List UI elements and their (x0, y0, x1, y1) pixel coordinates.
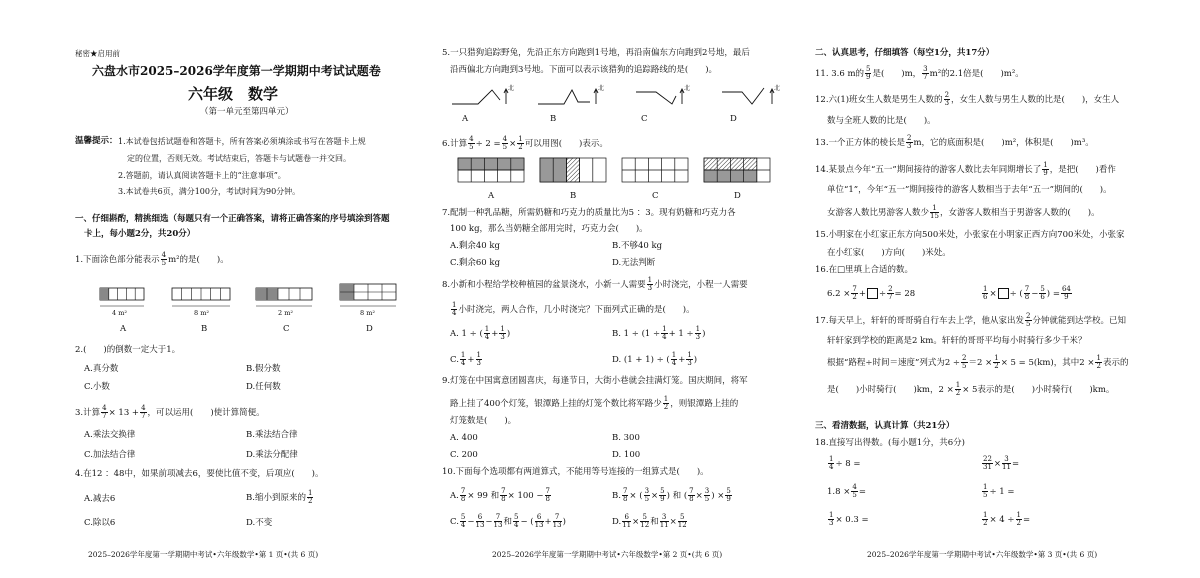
q9-text-3: 灯笼数是( )。 (450, 416, 517, 426)
q8-text-2: $\frac{1}{4}$ 小时浇完，两人合作，几小时浇完？下面列式正确的是( )。 (452, 301, 695, 317)
north-a: 北 (508, 85, 515, 92)
section1-title: 一、仔细斟酌，精挑细选（每题只有一个正确答案，请将正确答案的序号填涂到答题 (75, 214, 390, 224)
q16-eq-1: 6.2 × $\frac{7}{2}$ + ÷ $\frac{2}{7}$ = 28 (827, 285, 916, 301)
answer-box-1[interactable] (867, 288, 878, 299)
section2-title: 二、认真思考，仔细填答（每空1分，共17分） (815, 48, 995, 58)
q6-letter-a[interactable]: A (488, 191, 495, 201)
q10-option-a[interactable]: A. $\frac{7}{8}$ × 99 和 $\frac{7}{8}$ × 100 − $\frac{7}{8}$ (450, 487, 550, 503)
q6-letter-b[interactable]: B (570, 191, 577, 201)
q11-text: 11. 3.6 m的 $\frac{5}{9}$ 是( )m， $\frac{3}{7}$ m²的2.1倍是( )m²。 (815, 65, 1024, 81)
q8-text: 8.小新和小程给学校种植园的盆景浇水，小新一人需要 $\frac{1}{3}$ 小时浇完，小程一人需要 (442, 276, 748, 292)
q12-text: 12.六(1)班女生人数是男生人数的 $\frac{2}{3}$ ，女生人数与男生人数的比是( )，女生人 (815, 91, 1120, 107)
north-b: 北 (598, 85, 605, 92)
q18-item-4: $\frac{1}{5}$ ÷ 1 = (983, 483, 1015, 499)
answer-box-2[interactable] (998, 288, 1009, 299)
route-b (538, 84, 604, 104)
q8-option-b[interactable]: B. 1 ÷ (1 ÷ $\frac{1}{4}$ + 1 ÷ $\frac{1}{3}$ ) (612, 325, 706, 341)
q12-text-2: 数与全班人数的比是( )。 (827, 116, 936, 126)
q5-text: 5.一只猎狗追踪野兔，先沿正东方向跑到1号地，再沿南偏东方向跑到2号地，最后 (442, 48, 750, 58)
q18-item-3: 1.8 × $\frac{4}{5}$ = (827, 483, 866, 499)
q1-letter-b[interactable]: B (201, 324, 208, 334)
column-page-2 (440, 0, 785, 578)
q3-option-c[interactable]: C.加法结合律 (84, 450, 136, 460)
q6-fig-c (622, 158, 688, 182)
footer-page-2: 2025–2026学年度第一学期期中考试•六年级数学•第 2 页•(共 6 页) (492, 550, 723, 559)
q17-text-4: 是( )小时骑行( )km，2 × $\frac{1}{2}$ × 5表示的是( )小时骑行( )km。 (827, 381, 1115, 397)
q4-text: 4.在12 ：48中，如果前项减去6，要使比值不变，后项应( )。 (75, 469, 324, 479)
q17-text: 17.每天早上，轩轩的哥哥骑自行车去上学，他从家出发 $\frac{2}{5}$ 分钟就能到达学校。已知 (815, 312, 1127, 328)
q1-letter-a[interactable]: A (120, 324, 127, 334)
q6-fig-d (704, 158, 770, 182)
q1-fraction: $\frac{4}{5}$ (161, 251, 167, 267)
q8-option-a[interactable]: A. 1 ÷ ( $\frac{1}{4}$ + $\frac{1}{3}$ ) (450, 325, 511, 341)
q4-option-a[interactable]: A.减去6 (84, 494, 116, 504)
q2-text: 2.( )的倒数一定大于1。 (75, 345, 181, 355)
q7-text: 7.配制一种乳品糖，所需奶糖和巧克力的质量比为5 ：3。现有奶糖和巧克力各 (442, 208, 736, 218)
q6-letter-c[interactable]: C (652, 191, 659, 201)
tip-2: 2.答题前，请认真阅读答题卡上的“注意事项”。 (118, 171, 286, 180)
q18-item-5: $\frac{1}{3}$ × 0.3 = (829, 511, 869, 527)
q7-option-a[interactable]: A.剩余40 kg (450, 241, 500, 251)
q7-text-2: 100 kg，那么当奶糖全部用完时，巧克力会( )。 (450, 224, 648, 234)
q10-option-d[interactable]: D. $\frac{6}{11}$ × $\frac{5}{12}$ 和 $\frac{3}{11}$ × $\frac{5}{12}$ (612, 513, 687, 529)
q2-option-b[interactable]: B.假分数 (246, 364, 281, 374)
q6-text: 6.计算 $\frac{4}{5}$ ÷ 2 = $\frac{4}{5}$ × $\frac{1}{2}$ 可以用图( )表示。 (442, 135, 608, 151)
q2-option-c[interactable]: C.小数 (84, 382, 110, 392)
q1-fig-c (256, 288, 312, 306)
north-d: 北 (774, 85, 781, 92)
q3-text: 3.计算 $\frac{4}{7}$ × 13 + $\frac{4}{7}$ ，可以运用( )使计算简便。 (75, 404, 265, 420)
q10-text: 10.下面每个选项都有两道算式，不能用等号连接的一组算式是( )。 (442, 467, 709, 477)
q18-item-6: $\frac{1}{2}$ × 4 ÷ $\frac{1}{2}$ = (983, 511, 1031, 527)
q9-option-d[interactable]: D. 100 (612, 450, 641, 460)
q14-text-2: 单位“1”，今年“五一”期间接待的游客人数相当于去年“五一”期间的( )。 (827, 185, 1112, 195)
q5-letter-b[interactable]: B (550, 114, 557, 124)
q14-text-3: 女游客人数比男游客人数少 $\frac{1}{15}$ ，女游客人数相当于男游客人数的( )。 (827, 204, 1100, 220)
q7-option-c[interactable]: C.剩余60 kg (450, 258, 501, 268)
q7-option-b[interactable]: B.不够40 kg (612, 241, 663, 251)
exam-title: 六盘水市2025–2026学年度第一学期期中考试试题卷 (92, 64, 381, 78)
q1-fig-a (100, 288, 144, 306)
q3-option-a[interactable]: A.乘法交换律 (84, 430, 136, 440)
section3-title: 三、看清数据，认真计算（共21分） (815, 421, 955, 431)
exam-subject: 六年级 数学 (188, 85, 279, 103)
q1-label-d: 8 m² (360, 309, 375, 317)
q8-option-c[interactable]: C. $\frac{1}{4}$ + $\frac{1}{3}$ (450, 351, 481, 367)
section1-title-2: 卡上，每小题2分，共20分） (84, 229, 196, 239)
q17-text-2: 轩轩家到学校的距离是2 km。轩轩的哥哥平均每小时骑行多少千米？ (827, 336, 1087, 346)
q6-fig-a (458, 158, 524, 182)
q9-option-a[interactable]: A. 400 (450, 433, 478, 443)
q14-text: 14.某景点今年“五一”期间接待的游客人数比去年同期增长了 $\frac{1}{9}$ ，是把( )看作 (815, 161, 1116, 177)
q1-fig-d (340, 284, 396, 306)
tips-label: 温馨提示： (75, 136, 118, 146)
q1-text: 1.下面涂色部分能表示 $\frac{4}{5}$ m²的是( )。 (75, 251, 229, 267)
q2-option-d[interactable]: D.任何数 (246, 382, 281, 392)
q5-letter-d[interactable]: D (730, 114, 737, 124)
q5-letter-c[interactable]: C (641, 114, 648, 124)
q6-letter-d[interactable]: D (734, 191, 741, 201)
q6-figures (458, 158, 778, 188)
column-page-3 (815, 0, 1150, 578)
tip-3: 3.本试卷共6页，满分100分，考试时间为90分钟。 (118, 187, 301, 196)
q13-text: 13.一个正方体的棱长是 $\frac{2}{3}$ m，它的底面积是( )m²，体积是( )m³。 (815, 134, 1094, 150)
q18-item-2: $\frac{22}{31}$ × $\frac{3}{11}$ = (983, 455, 1020, 471)
tip-1: 1.本试卷包括试题卷和答题卡，所有答案必须填涂或书写在答题卡上规 (118, 137, 366, 146)
q18-item-1: $\frac{1}{4}$ ÷ 8 = (829, 455, 861, 471)
q9-option-b[interactable]: B. 300 (612, 433, 640, 443)
q4-option-b[interactable]: B.缩小到原来的 $\frac{1}{2}$ (246, 489, 313, 505)
q1-label-c: 2 m² (278, 309, 293, 317)
tip-1b: 定的位置，否则无效。考试结束后，答题卡与试题卷一并交回。 (127, 154, 351, 163)
route-c (636, 84, 690, 104)
q6-fig-b (540, 158, 606, 182)
exam-scope: （第一单元至第四单元） (200, 107, 294, 117)
footer-page-3: 2025–2026学年度第一学期期中考试•六年级数学•第 3 页•(共 6 页) (867, 550, 1098, 559)
q4-option-d[interactable]: D.不变 (246, 518, 273, 528)
q5-letter-a[interactable]: A (462, 114, 469, 124)
north-c: 北 (684, 85, 691, 92)
q1-label-b: 8 m² (194, 309, 209, 317)
q16-text: 16.在□里填上合适的数。 (815, 265, 914, 275)
route-d (722, 84, 780, 104)
q15-text-2: 在小红家( )方向( )米处。 (827, 248, 951, 258)
q16-eq-2: $\frac{1}{6}$ × ÷ ( $\frac{7}{8}$ − $\frac{5}{6}$ ) = $\frac{64}{9}$ (983, 285, 1071, 301)
secret-label: 秘密★启用前 (75, 49, 120, 58)
q7-option-d[interactable]: D.无法判断 (612, 258, 656, 268)
route-a (452, 84, 514, 104)
q9-text: 9.灯笼在中国寓意团圆喜庆，每逢节日，大街小巷就会挂满灯笼。国庆期间，将军 (442, 376, 748, 386)
q9-text-2: 路上挂了400个灯笼，银潭路上挂的灯笼个数比将军路少 $\frac{1}{2}$ ，则银潭路上挂的 (450, 395, 739, 411)
q17-text-3: 根据“路程÷时间＝速度”列式为2 ÷ $\frac{2}{5}$ ＝2 × $\frac{1}{2}$ × 5 = 5(km)，其中2 × $\frac{1}{2}$ 表示的 (827, 354, 1129, 370)
q5-routes (450, 82, 785, 112)
q9-option-c[interactable]: C. 200 (450, 450, 478, 460)
q3-option-b[interactable]: B.乘法结合律 (246, 430, 298, 440)
footer-page-1: 2025–2026学年度第一学期期中考试•六年级数学•第 1 页•(共 6 页) (88, 550, 319, 559)
q1-letter-c[interactable]: C (283, 324, 290, 334)
q4-option-c[interactable]: C.除以6 (84, 518, 116, 528)
q1-label-a: 4 m² (112, 309, 127, 317)
q8-option-d[interactable]: D. (1 + 1) ÷ ( $\frac{1}{4}$ + $\frac{1}{3}$ ) (612, 351, 698, 367)
q1-fig-b (172, 288, 230, 306)
q2-option-a[interactable]: A.真分数 (84, 364, 119, 374)
q1-letter-d[interactable]: D (366, 324, 373, 334)
q1-figures (100, 284, 400, 324)
q10-option-c[interactable]: C. $\frac{5}{4}$ − $\frac{6}{13}$ − $\frac{7}{13}$ 和 $\frac{5}{4}$ − ( $\frac{6}{13}$ + $\frac{7}{13}$ ) (450, 513, 566, 529)
column-page-1 (70, 0, 420, 578)
q18-text: 18.直接写出得数。(每小题1分，共6分) (815, 438, 965, 448)
q3-option-d[interactable]: D.乘法分配律 (246, 450, 298, 460)
q10-option-b[interactable]: B. $\frac{7}{8}$ × ( $\frac{3}{5}$ × $\frac{5}{9}$ ) 和 ( $\frac{7}{8}$ × $\frac{3}{5}$ ) × $\frac{5}{9}$ (612, 487, 731, 503)
q5-text-2: 沿西偏北方向跑到3号地。下面可以表示该猎狗的追踪路线的是( )。 (450, 65, 718, 75)
q15-text: 15.小明家在小红家正东方向500米处，小张家在小明家正西方向700米处，小张家 (815, 230, 1125, 240)
